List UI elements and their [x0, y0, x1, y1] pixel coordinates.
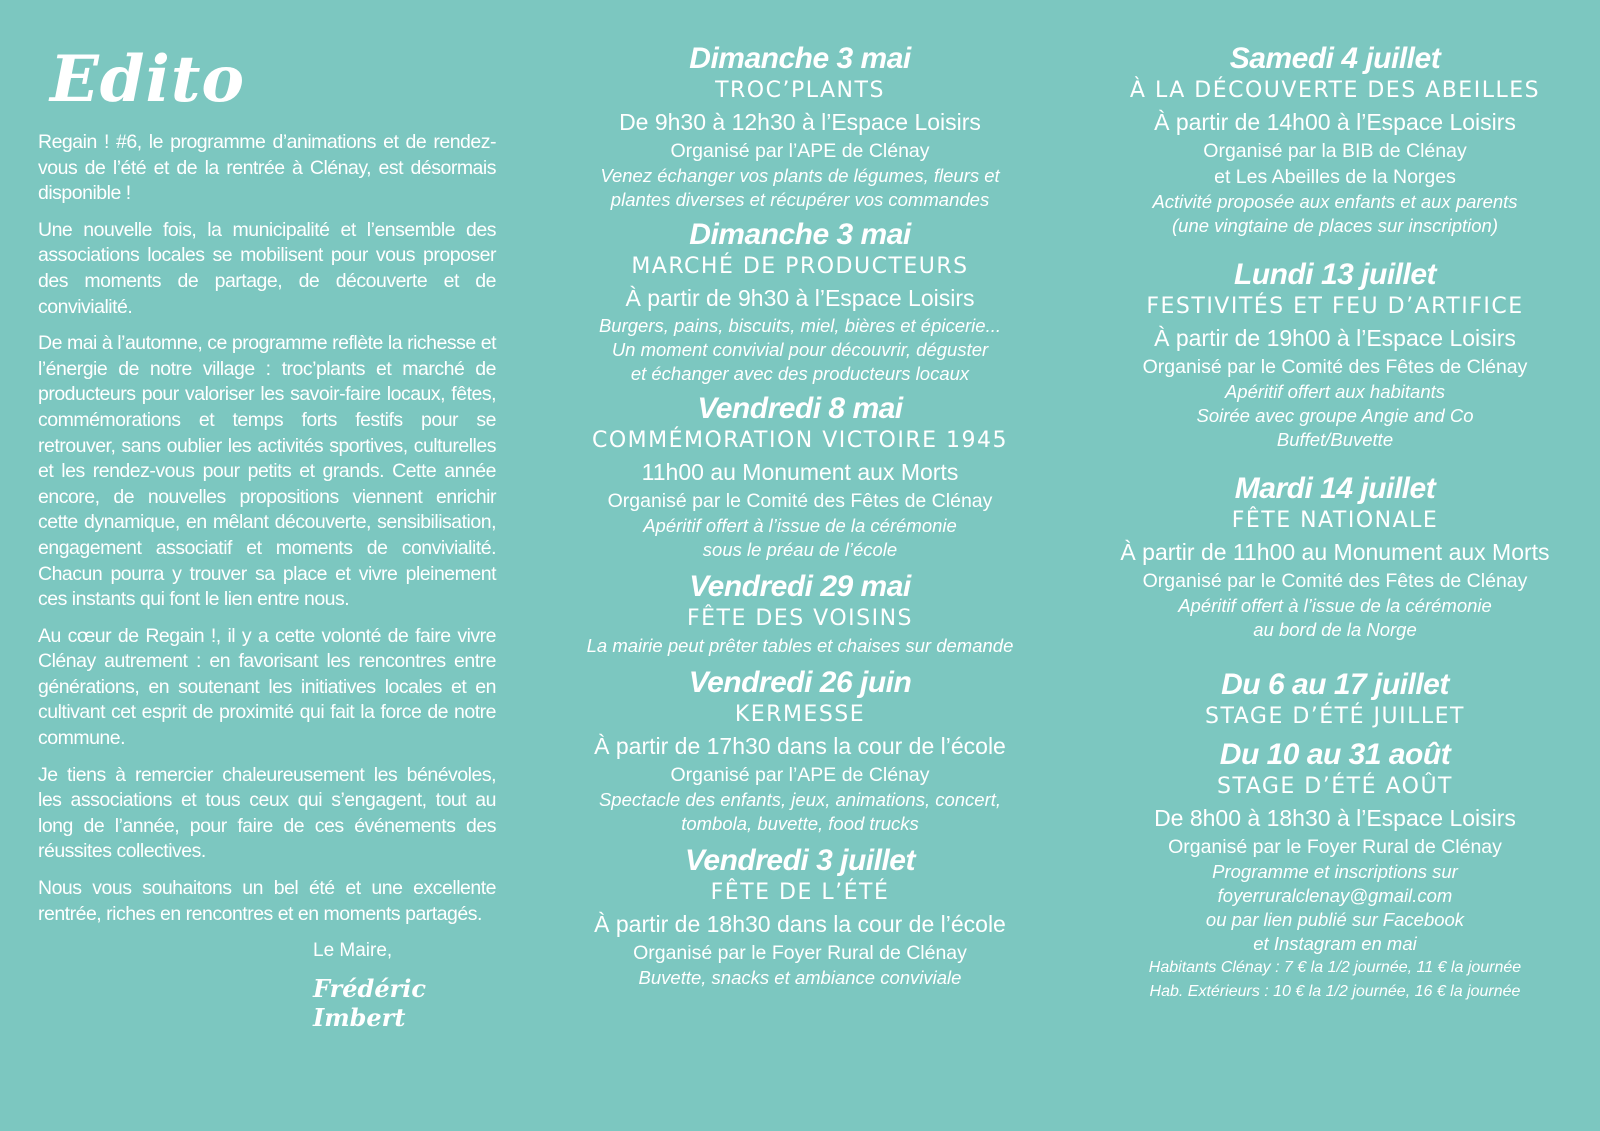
event-description: Apéritif offert à l’issue de la cérémonie — [1178, 595, 1492, 616]
event-description: Un moment convivial pour découvrir, déguster — [611, 339, 989, 360]
edito-paragraph: De mai à l’automne, ce programme reflète la richesse et l’énergie de notre village : troc’plants et marché de producteurs pour valoriser les savoir-faire locaux, fêtes, commémorations et temps forts festifs pour se retrouver, sans oublier les activités sportives, culturelles et les rendez-vous pour petits et grands. Cette année encore, de nouvelles propositions viennent enrichir cette dynamique, en mêlant découverte, sensibilisation, engagement associatif et moments de convivialité. Chacun pourra y trouver sa place et vivre pleinement ces instants qui font le lien entre nous. — [38, 332, 496, 611]
event-description: La mairie peut prêter tables et chaises sur demande — [586, 635, 1014, 656]
event-date: Mardi 14 juillet — [1234, 472, 1436, 505]
event-description: Soirée avec groupe Angie and Co — [1196, 405, 1474, 426]
edito-title: Edito — [50, 42, 246, 117]
event-place: De 9h30 à 12h30 à l’Espace Loisirs — [619, 109, 981, 135]
event-marche-producteurs — [560, 218, 1040, 386]
events-column-middle — [560, 42, 1040, 990]
event-organizer: Organisé par le Foyer Rural de Clénay — [633, 942, 967, 964]
edito-paragraph: Au cœur de Regain !, il y a cette volonté de faire vivre Clénay autrement : en favorisant les rencontres entre générations, en soutenant les initiatives locales et en cultivant cet esprit de proximité qui fait la force de notre commune. — [38, 624, 496, 750]
event-place: À partir de 18h30 dans la cour de l’école — [594, 911, 1006, 937]
event-date: Vendredi 29 mai — [689, 570, 911, 603]
event-description: Spectacle des enfants, jeux, animations, concert, — [598, 789, 1002, 810]
event-place: À partir de 17h30 dans la cour de l’école — [594, 733, 1006, 759]
event-feu-artifice — [1090, 258, 1580, 452]
event-organizer: Organisé par le Comité des Fêtes de Clénay — [607, 490, 993, 512]
event-date: Du 6 au 17 juillet — [1221, 668, 1449, 701]
event-date: Dimanche 3 mai — [689, 42, 911, 75]
event-organizer: Organisé par le Comité des Fêtes de Clénay — [1142, 570, 1528, 592]
event-organizer: Organisé par la BIB de Clénay — [1203, 140, 1467, 162]
event-name: MARCHÉ DE PRODUCTEURS — [631, 254, 969, 279]
event-abeilles — [1090, 42, 1580, 238]
event-troc-plants — [560, 42, 1040, 212]
event-description: Buvette, snacks et ambiance conviviale — [638, 967, 962, 988]
event-description: sous le préau de l’école — [702, 539, 898, 560]
edito-paragraph: Nous vous souhaitons un bel été et une excellente rentrée, riches en rencontres et en moments partagés. — [38, 877, 496, 925]
event-description: Apéritif offert aux habitants — [1224, 381, 1446, 402]
event-name: TROC’PLANTS — [715, 78, 885, 103]
event-description: et échanger avec des producteurs locaux — [630, 363, 970, 384]
event-place: 11h00 au Monument aux Morts — [641, 459, 959, 485]
event-description: au bord de la Norge — [1253, 619, 1417, 640]
event-name: COMMÉMORATION VICTOIRE 1945 — [591, 428, 1009, 453]
event-date: Vendredi 8 mai — [697, 392, 903, 425]
event-date: Vendredi 3 juillet — [685, 844, 915, 877]
event-organizer: Organisé par le Foyer Rural de Clénay — [1168, 836, 1502, 858]
signature-block — [38, 938, 496, 1032]
event-kermesse — [560, 666, 1040, 836]
signature-title: Le Maire, — [313, 940, 393, 962]
event-name: KERMESSE — [734, 702, 866, 727]
event-name: FÊTE DES VOISINS — [686, 606, 914, 631]
event-name: À LA DÉCOUVERTE DES ABEILLES — [1129, 78, 1541, 103]
event-price: Hab. Extérieurs : 10 € la 1/2 journée, 16 € la journée — [1149, 983, 1521, 1000]
event-description: (une vingtaine de places sur inscription) — [1172, 215, 1498, 236]
event-contact-email: foyerruralclenay@gmail.com — [1217, 885, 1453, 906]
edito-paragraph: Je tiens à remercier chaleureusement les bénévoles, les associations et tous ceux qui s’engagent, tout au long de l’année, pour faire de ces événements des réussites collectives. — [38, 763, 496, 863]
event-date: Du 10 au 31 août — [1219, 738, 1451, 771]
signature-name: Frédéric Imbert — [313, 974, 426, 1033]
event-fete-voisins — [560, 570, 1040, 658]
event-fete-nationale — [1090, 472, 1580, 642]
event-place: À partir de 9h30 à l’Espace Loisirs — [625, 285, 975, 311]
event-place: De 8h00 à 18h30 à l’Espace Loisirs — [1154, 805, 1516, 831]
event-description: Programme et inscriptions sur — [1212, 861, 1458, 882]
event-date: Lundi 13 juillet — [1233, 258, 1436, 291]
event-place: À partir de 19h00 à l’Espace Loisirs — [1154, 325, 1516, 351]
event-name: FÊTE NATIONALE — [1231, 508, 1439, 533]
event-description: ou par lien publié sur Facebook — [1205, 909, 1465, 930]
event-commemoration — [560, 392, 1040, 562]
events-column-right — [1090, 42, 1580, 1004]
event-description: Apéritif offert à l’issue de la cérémonie — [643, 515, 957, 536]
event-name: FESTIVITÉS ET FEU D’ARTIFICE — [1146, 294, 1524, 319]
event-organizer: Organisé par le Comité des Fêtes de Clénay — [1142, 356, 1528, 378]
event-organizer: et Les Abeilles de la Norges — [1214, 166, 1456, 188]
event-place: À partir de 11h00 au Monument aux Morts — [1120, 539, 1550, 565]
event-description: tombola, buvette, food trucks — [681, 813, 919, 834]
event-name: STAGE D’ÉTÉ AOÛT — [1217, 774, 1453, 799]
event-organizer: Organisé par l’APE de Clénay — [670, 140, 930, 162]
event-description: Buffet/Buvette — [1276, 429, 1394, 450]
event-stages-ete — [1090, 668, 1580, 1004]
event-description: Activité proposée aux enfants et aux parents — [1152, 191, 1518, 212]
event-name: FÊTE DE L’ÉTÉ — [710, 880, 890, 905]
event-date: Vendredi 26 juin — [688, 666, 912, 699]
event-description: et Instagram en mai — [1253, 933, 1417, 954]
event-name: STAGE D’ÉTÉ JUILLET — [1205, 704, 1465, 729]
event-description: Burgers, pains, biscuits, miel, bières et épicerie... — [598, 315, 1002, 336]
event-fete-ete — [560, 844, 1040, 990]
event-price: Habitants Clénay : 7 € la 1/2 journée, 11 € la journée — [1148, 959, 1522, 976]
edito-section — [38, 40, 496, 1032]
event-description: plantes diverses et récupérer vos commandes — [610, 189, 990, 210]
event-date: Dimanche 3 mai — [689, 218, 911, 251]
event-place: À partir de 14h00 à l’Espace Loisirs — [1154, 109, 1516, 135]
event-description: Venez échanger vos plants de légumes, fleurs et — [600, 165, 1000, 186]
event-organizer: Organisé par l’APE de Clénay — [670, 764, 930, 786]
edito-paragraph: Une nouvelle fois, la municipalité et l’ensemble des associations locales se mobilisent pour vous proposer des moments de partage, de découverte et de convivialité. — [38, 218, 496, 318]
event-date: Samedi 4 juillet — [1229, 42, 1441, 75]
edito-paragraph: Regain ! #6, le programme d’animations et de rendez-vous de l’été et de la rentrée à Clénay, est désormais disponible ! — [38, 131, 496, 205]
